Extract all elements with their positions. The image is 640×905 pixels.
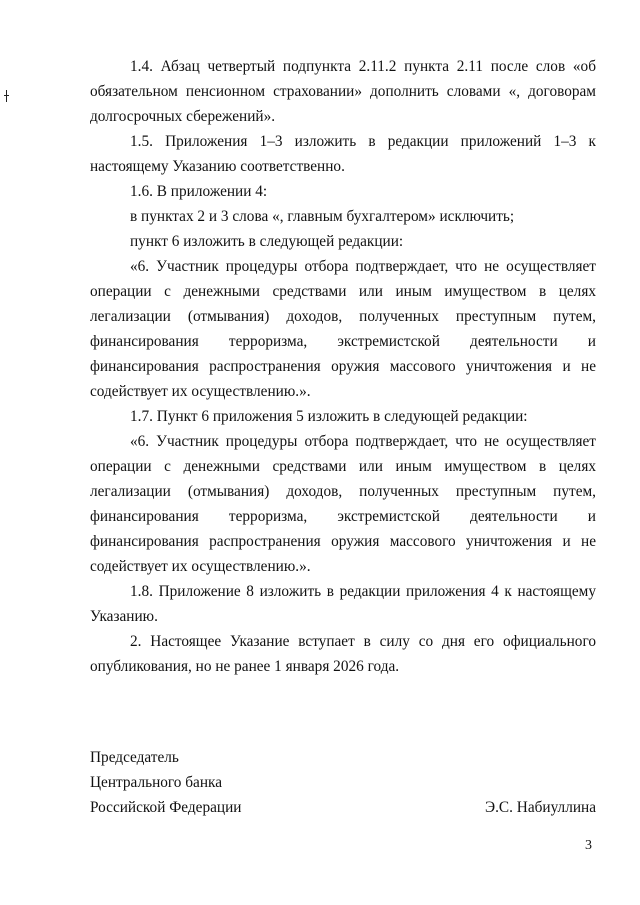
margin-mark (6, 90, 9, 102)
signatory-title-line-1: Председатель (90, 749, 179, 766)
signatory-title-line-2: Центрального банка (90, 774, 223, 791)
paragraph-1-6-item-a: в пунктах 2 и 3 слова «, главным бухгалтером» исключить; (130, 208, 515, 225)
paragraph-1-7-quote: «6. Участник процедуры отбора подтверждает, что не осуществляет операции с денежными средствами или иным имуществом в целях легализации (отмывания) доходов, полученных преступным путем, финансирования терроризма, экстремистской деятельности и финансирования распространения оружия массового уничтожения и не содействует их осуществлению.». (90, 433, 596, 575)
paragraph-1-6-item-b: пункт 6 изложить в следующей редакции: (130, 233, 404, 250)
paragraph-1-6: 1.6. В приложении 4: (130, 183, 268, 200)
paragraph-1-6-quote: «6. Участник процедуры отбора подтверждает, что не осуществляет операции с денежными средствами или иным имуществом в целях легализации (отмывания) доходов, полученных преступным путем, финансирования терроризма, экстремистской деятельности и финансирования распространения оружия массового уничтожения и не содействует их осуществлению.». (90, 258, 596, 400)
document-body (90, 54, 596, 679)
page-number: 3 (585, 838, 592, 853)
signature-line (90, 795, 596, 820)
paragraph-1-8: 1.8. Приложение 8 изложить в редакции приложения 4 к настоящему Указанию. (90, 583, 596, 625)
paragraph-2: 2. Настоящее Указание вступает в силу со дня его официального опубликования, но не ранее 1 января 2026 года. (90, 633, 596, 675)
paragraph-1-5: 1.5. Приложения 1–3 изложить в редакции приложений 1–3 к настоящему Указанию соответственно. (90, 133, 596, 175)
signature-block (90, 745, 596, 820)
signatory-title-line-3: Российской Федерации (90, 799, 242, 816)
paragraph-1-4: 1.4. Абзац четвертый подпункта 2.11.2 пункта 2.11 после слов «об обязательном пенсионном страховании» дополнить словами «, договорам долгосрочных сбережений». (90, 58, 596, 125)
paragraph-1-7: 1.7. Пункт 6 приложения 5 изложить в следующей редакции: (130, 408, 528, 425)
signatory-name: Э.С. Набиуллина (485, 799, 596, 816)
